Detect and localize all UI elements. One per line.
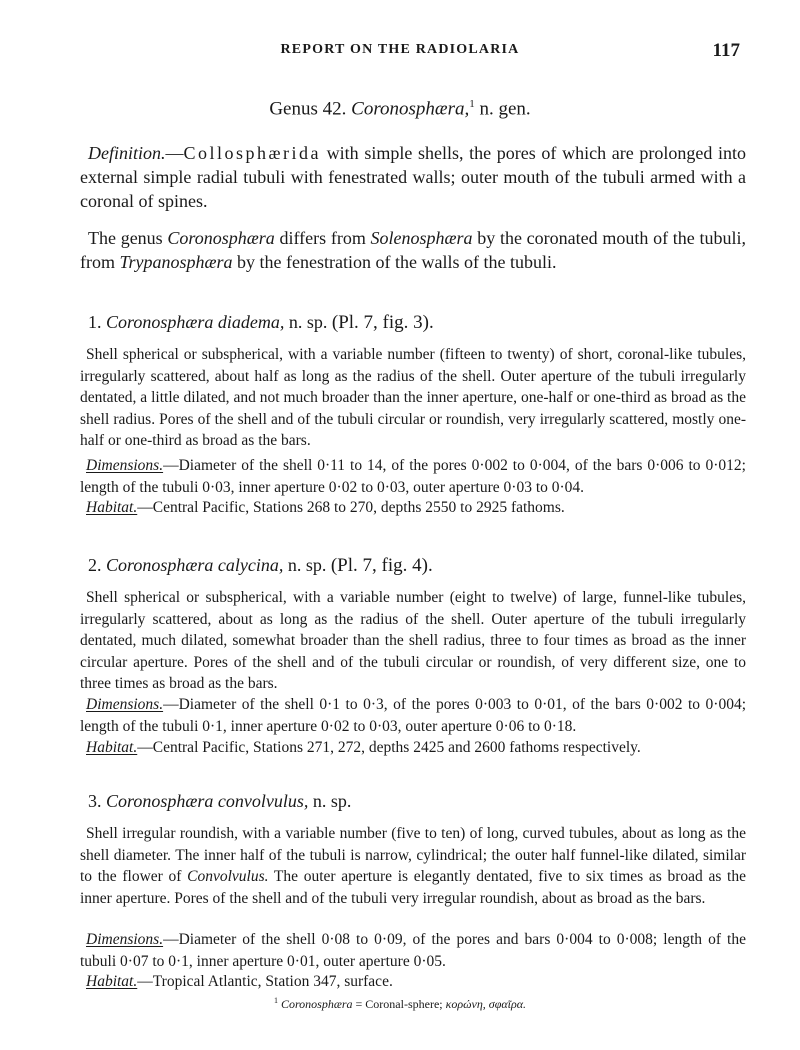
species-name: Coronosphæra calycina,: [106, 555, 284, 575]
habitat-label: Habitat.: [86, 973, 138, 990]
dimensions-text: —Diameter of the shell 0·1 to 0·3, of the pores 0·003 to 0·01, of the bars 0·002 to 0·004; length of the tubuli 0·1, inner aperture 0·02 to 0·03, outer aperture 0·06 to 0·18.: [80, 696, 746, 735]
species-number: 2.: [88, 555, 102, 575]
species-description: [80, 823, 746, 909]
definition-dash: —: [165, 143, 184, 163]
plate-reference: (Pl. 7, fig. 3).: [331, 312, 434, 333]
species-number: 3.: [88, 791, 102, 811]
species-habitat: [86, 971, 393, 992]
dimensions-label: Dimensions.: [86, 696, 164, 713]
footnote-marker: 1: [273, 996, 278, 1005]
dimensions-label: Dimensions.: [86, 931, 164, 948]
genus-note-genus-3: Trypanosphæra: [119, 252, 233, 272]
species-habitat: [86, 497, 565, 518]
species-dimensions: [80, 929, 746, 972]
footnote-text: = Coronal-sphere;: [352, 997, 446, 1011]
species-dimensions: [80, 455, 746, 498]
plate-reference: (Pl. 7, fig. 4).: [330, 555, 433, 576]
page-number: 117: [712, 40, 740, 61]
genus-note-text-3: by the coronated mouth of the tubuli, from: [80, 228, 746, 272]
habitat-text: —Tropical Atlantic, Station 347, surface.: [137, 973, 393, 990]
running-head: [0, 40, 800, 64]
dimensions-label: Dimensions.: [86, 457, 164, 474]
genus-note-text-4: by the fenestration of the walls of the tubuli.: [232, 252, 557, 272]
species-heading: [88, 312, 434, 334]
habitat-label: Habitat.: [86, 739, 138, 756]
habitat-text: —Central Pacific, Stations 271, 272, depths 2425 and 2600 fathoms respectively.: [137, 739, 641, 756]
definition-text: with simple shells, the pores of which are prolonged into external simple radial tubuli with fenestrated walls; outer mouth of the tubuli armed with a coronal of spines.: [80, 143, 746, 211]
footnote-greek: κορώνη, σφαῖρα.: [445, 997, 527, 1011]
dimensions-text: —Diameter of the shell 0·11 to 14, of the pores 0·002 to 0·004, of the bars 0·006 to 0·012; length of the tubuli 0·03, inner aperture 0·02 to 0·03, outer aperture 0·03 to 0·04.: [80, 457, 746, 496]
species-habitat: [86, 737, 641, 758]
family-name: Collosphærida: [183, 143, 322, 163]
footnote: [0, 996, 800, 1012]
species-description: Shell spherical or subspherical, with a variable number (eight to twelve) of large, funnel-like tubules, irregularly scattered, about as long as the radius of the shell. Outer aperture of the tubuli irregularly dentated, much dilated, somewhat broader than the shell radius, three to four times as broad as the inner circular aperture. Pores of the shell and of the tubuli circular or roundish, of very different size, one to three times as broad as the bars.: [80, 589, 746, 692]
running-title: REPORT ON THE RADIOLARIA: [280, 42, 520, 57]
species-status: n. sp.: [308, 791, 352, 811]
genus-name: Coronosphæra,: [351, 98, 470, 120]
species-name: Coronosphæra convolvulus,: [106, 791, 309, 811]
genus-label: Genus 42.: [269, 98, 347, 120]
definition-label: Definition.: [88, 143, 166, 163]
dimensions-text: —Diameter of the shell 0·08 to 0·09, of the pores and bars 0·004 to 0·008; length of the tubuli 0·07 to 0·1, inner aperture 0·01, outer aperture 0·05.: [80, 931, 746, 970]
genus-note-text-2: differs from: [274, 228, 371, 248]
habitat-text: —Central Pacific, Stations 268 to 270, depths 2550 to 2925 fathoms.: [137, 499, 565, 516]
species-status: n. sp.: [284, 312, 332, 332]
genus-note-genus-1: Coronosphæra: [167, 228, 275, 248]
genus-note-paragraph: [80, 226, 746, 274]
definition-paragraph: [80, 141, 746, 213]
genus-heading: [0, 98, 800, 120]
species-heading: [88, 791, 351, 812]
habitat-label: Habitat.: [86, 499, 138, 516]
species-description: Shell spherical or subspherical, with a variable number (fifteen to twenty) of short, coronal-like tubules, irregularly scattered, about half as long as the radius of the shell. Outer aperture of the tubuli irregularly dentated, a little dilated, and not much broader than the inner aperture, one-half or one-third as broad as the shell radius. Pores of the shell and of the tubuli circular or roundish, very irregularly scattered, mostly one-half or one-third as broad as the bars.: [80, 346, 746, 449]
genus-note-text-1: The genus: [88, 228, 168, 248]
description-genus: Convolvulus.: [187, 868, 269, 885]
description-text-b: The outer aperture is elegantly dentated, five to six times as broad as the inner aperture. Pores of the shell and of the tubuli very irregular roundish, about as broad as the bars.: [80, 868, 746, 907]
species-name: Coronosphæra diadema,: [106, 312, 285, 332]
species-number: 1.: [88, 312, 102, 332]
genus-status: n. gen.: [479, 98, 531, 120]
species-heading: [88, 555, 433, 577]
footnote-term: Coronosphæra: [280, 997, 353, 1011]
species-dimensions: [80, 694, 746, 737]
genus-note-genus-2: Solenosphæra: [370, 228, 473, 248]
footnote-ref: 1: [469, 98, 475, 110]
species-status: n. sp.: [283, 555, 331, 575]
description-text-a: Shell irregular roundish, with a variable number (five to ten) of long, curved tubules, about as long as the shell diameter. The inner half of the tubuli is narrow, cylindrical; the outer half funnel-like dilated, similar to the flower of: [80, 825, 746, 885]
